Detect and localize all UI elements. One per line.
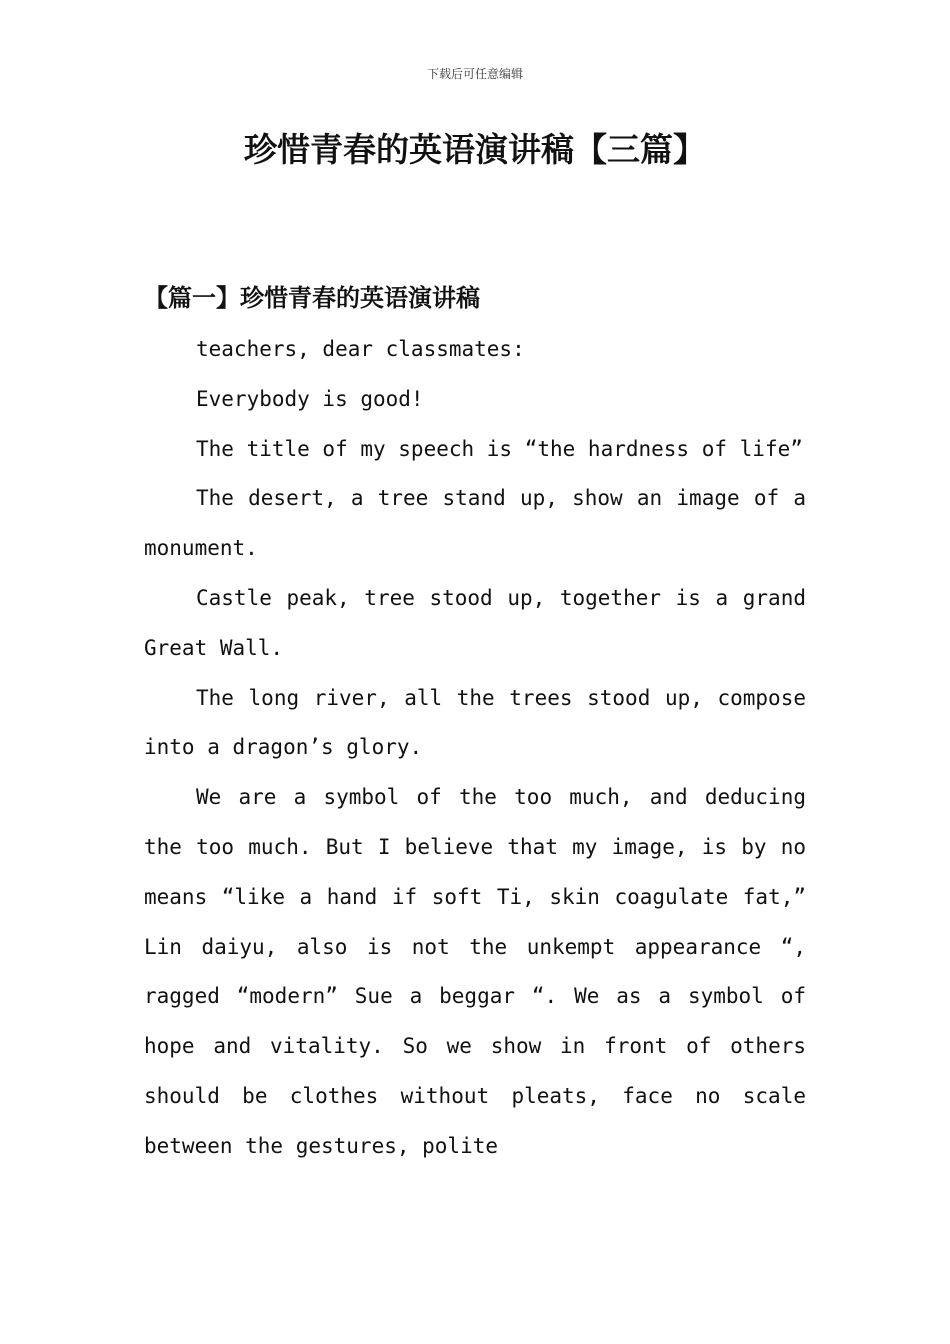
header-note: 下载后可任意编辑	[426, 67, 523, 81]
paragraph: The long river, all the trees stood up, compose into a dragon’s glory.	[144, 685, 806, 760]
paragraph: The title of my speech is “the hardness of life”	[196, 436, 803, 461]
section-heading: 【篇一】珍惜青春的英语演讲稿	[144, 283, 480, 312]
paragraph: teachers, dear classmates:	[196, 337, 525, 361]
paragraph: We are a symbol of the too much, and deducing the too much. But I believe that my image, is by no means “like a hand if soft Ti, skin coagulate fat,” Lin daiyu, also is not the unkempt appearance “, ragged “modern” Sue a beggar “. We as a symbol of hope and vitality. So we show in front of others should be clothes without pleats, face no scale between the gestures, polite	[144, 785, 806, 1158]
body-text	[144, 325, 806, 1172]
paragraph: Castle peak, tree stood up, together is a grand Great Wall.	[144, 585, 806, 660]
paragraph: Everybody is good!	[196, 386, 424, 411]
paragraph: The desert, a tree stand up, show an image of a monument.	[144, 486, 806, 561]
page-title: 珍惜青春的英语演讲稿【三篇】	[244, 130, 706, 169]
